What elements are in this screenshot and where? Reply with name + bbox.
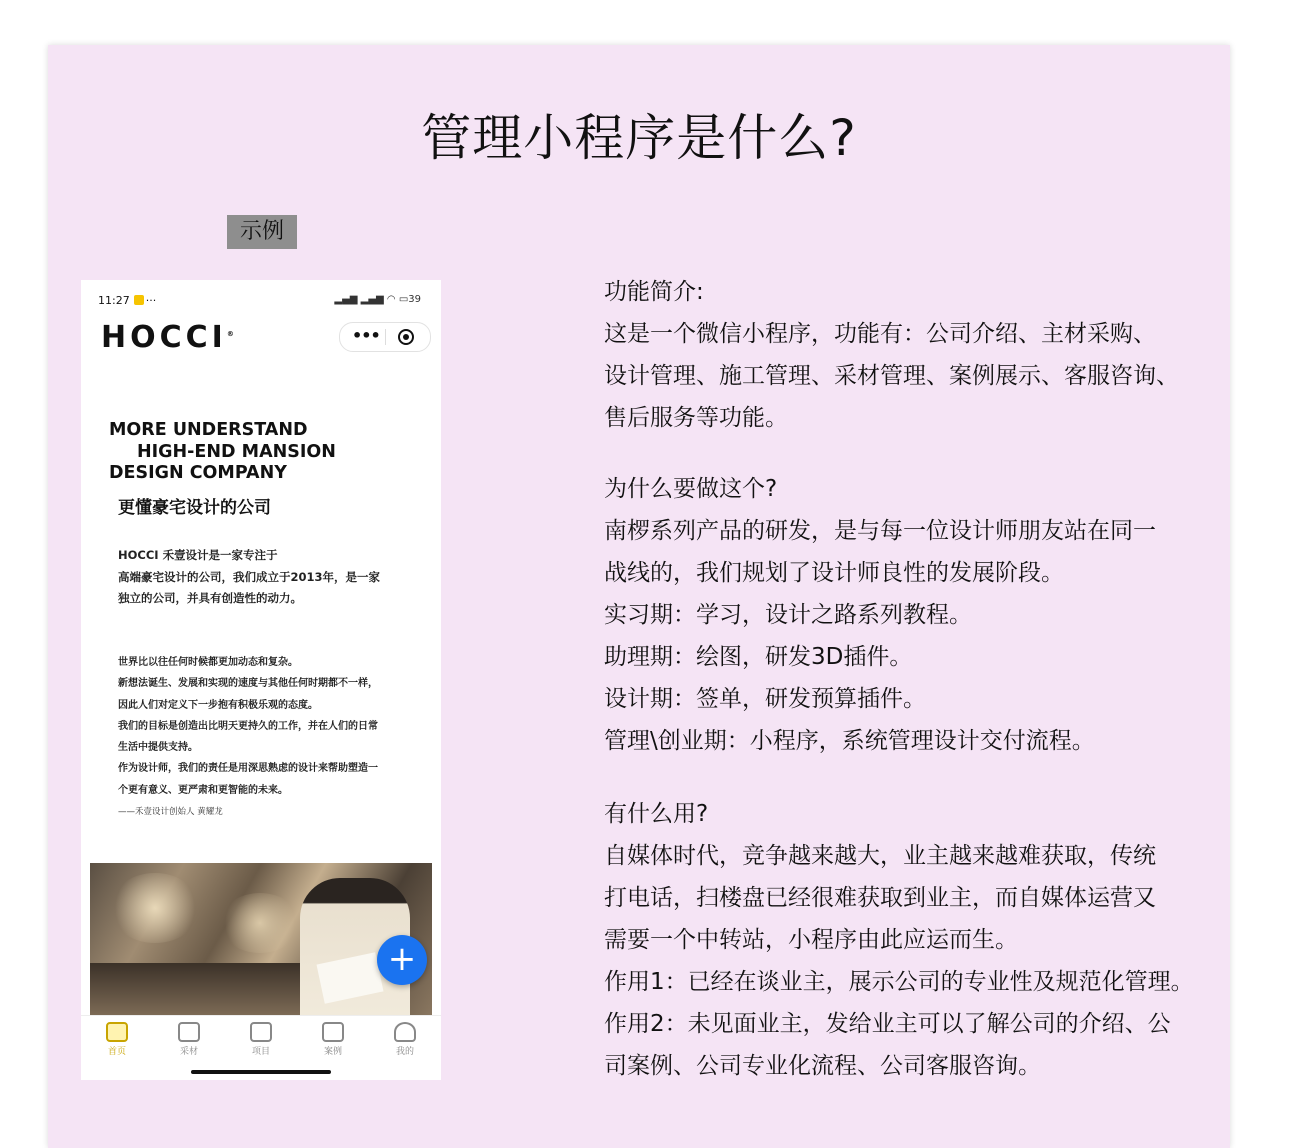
phone-screenshot (81, 280, 441, 1080)
headline-line-3: DESIGN COMPANY (109, 463, 287, 483)
use-line: 自媒体时代，竞争越来越大，业主越来越难获取，传统 (604, 843, 1156, 869)
why-line: 实习期：学习，设计之路系列教程。 (604, 602, 972, 628)
section-heading-intro: 功能简介: (604, 279, 704, 305)
tab-material[interactable]: 采材 (159, 1022, 219, 1057)
intro-line: 售后服务等功能。 (604, 405, 788, 431)
use-line: 作用2：未见面业主，发给业主可以了解公司的介绍、公 (604, 1011, 1171, 1037)
why-line: 助理期：绘图，研发3D插件。 (604, 644, 913, 670)
status-bar-right (334, 294, 421, 305)
use-line: 司案例、公司专业化流程、公司客服咨询。 (604, 1053, 1041, 1079)
intro-paragraph: HOCCI 禾壹设计是一家专注于 高端豪宅设计的公司，我们成立于2013年，是一家 独立的公司，并具有创造性的动力。 (118, 548, 381, 605)
body-paragraph: 世界比以往任何时候都更加动态和复杂。 新想法诞生、发展和实现的速度与其他任何时期都不一样， 因此人们对定义下一步抱有积极乐观的态度。 我们的目标是创造出比明天更持久的工作，并在人们的日常 生活中提供支持。 作为设计师，我们的责任是用深思熟虑的设计来帮助塑造一 个更有意义、更严肃和更智能的未来。 (118, 657, 378, 796)
why-line: 管理\创业期：小程序，系统管理设计交付流程。 (604, 728, 1095, 754)
profile-icon (394, 1022, 416, 1042)
status-dots: ··· (145, 294, 157, 307)
founder-signature: ——禾壹设计创始人 黄耀龙 (118, 807, 223, 817)
capsule-divider (385, 329, 386, 345)
tab-home[interactable]: 首页 (87, 1022, 147, 1057)
page-title: 管理小程序是什么? (421, 109, 857, 167)
example-tag: 示例 (227, 215, 297, 249)
case-icon (322, 1022, 344, 1042)
subheading: 更懂豪宅设计的公司 (118, 498, 271, 518)
designer-photo (90, 863, 432, 1015)
why-line: 南椤系列产品的研发，是与每一位设计师朋友站在同一 (604, 518, 1156, 544)
use-line: 打电话，扫楼盘已经很难获取到业主，而自媒体运营又 (604, 885, 1156, 911)
why-line: 战线的，我们规划了设计师良性的发展阶段。 (604, 560, 1064, 586)
why-line: 设计期：签单，研发预算插件。 (604, 686, 926, 712)
home-icon (106, 1022, 128, 1042)
intro-line: 设计管理、施工管理、采材管理、案例展示、客服咨询、 (604, 363, 1179, 389)
section-heading-use: 有什么用? (604, 801, 709, 827)
notification-badge-icon (134, 295, 144, 305)
home-indicator (191, 1070, 331, 1074)
project-icon (250, 1022, 272, 1042)
tab-profile[interactable]: 我的 (375, 1022, 435, 1057)
tab-case[interactable]: 案例 (303, 1022, 363, 1057)
more-icon[interactable]: ••• (352, 326, 380, 345)
tab-project[interactable]: 项目 (231, 1022, 291, 1057)
hocci-logo: HOCCI® (101, 320, 234, 355)
status-time: 11:27 (98, 294, 130, 307)
intro-line: 这是一个微信小程序，功能有：公司介绍、主材采购、 (604, 321, 1156, 347)
signal-battery-icon: ▂▄▆ ▂▄▆ ◠ ▭39 (334, 294, 421, 305)
use-line: 作用1：已经在谈业主，展示公司的专业性及规范化管理。 (604, 969, 1194, 995)
material-icon (178, 1022, 200, 1042)
headline-line-1: MORE UNDERSTAND (109, 420, 308, 440)
miniprogram-capsule[interactable] (339, 322, 431, 352)
status-bar-left (98, 294, 156, 307)
section-heading-why: 为什么要做这个? (604, 476, 778, 502)
close-target-icon[interactable] (398, 329, 414, 345)
headline-line-2: HIGH-END MANSION (137, 442, 336, 462)
add-fab-button[interactable]: + (377, 935, 427, 985)
use-line: 需要一个中转站，小程序由此应运而生。 (604, 927, 1018, 953)
